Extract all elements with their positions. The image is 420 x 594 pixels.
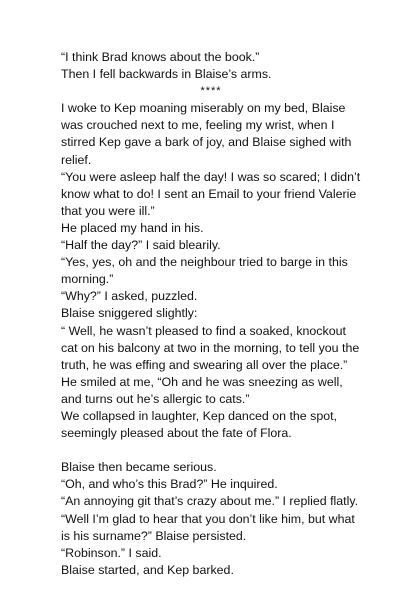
paragraph: He smiled at me, “Oh and he was sneezing as well, and turns out he’s allergic to cats.” [61,374,343,406]
paragraph: “You were asleep half the day! I was so scared; I didn’t know what to do! I sent an Email to your friend Valerie that you were ill.” [61,169,361,218]
paragraph: “ Well, he wasn’t pleased to find a soaked, knockout cat on his balcony at two in the morning, to tell you the truth, he was effing and swearing all over the place.” [61,323,360,372]
paragraph: I woke to Kep moaning miserably on my bed, Blaise was crouched next to me, feeling my wrist, when I stirred Kep gave a bark of joy, and Blaise sighed with relief. [61,101,352,167]
paragraph: “Well I’m glad to hear that you don’t like him, but what is his surname?” Blaise persisted. [61,511,355,543]
paragraph: “Yes, yes, oh and the neighbour tried to barge in this morning.” [61,255,348,287]
paragraph: “I think Brad knows about the book.” [61,50,260,64]
paragraph: Blaise then became serious. [61,460,217,475]
body-text [61,49,361,579]
paragraph: We collapsed in laughter, Kep danced on the spot, seemingly pleased about the fate of Flora. [61,408,337,441]
section-separator: **** [200,85,222,98]
paragraph: Then I fell backwards in Blaise’s arms. [61,67,272,82]
paragraph: Blaise sniggered slightly: [61,306,198,321]
paragraph: “Oh, and who’s this Brad?” He inquired. [61,477,278,492]
paragraph: “Half the day?” I said blearily. [61,238,221,253]
paragraph: “An annoying git that’s crazy about me.” I replied flatly. [61,494,359,509]
paragraph: He placed my hand in his. [61,220,204,235]
paragraph: Blaise started, and Kep barked. [61,562,234,577]
paragraph: “Why?” I asked, puzzled. [61,289,198,304]
paragraph-gap [61,442,361,459]
paragraph: “Robinson.” I said. [61,545,162,560]
